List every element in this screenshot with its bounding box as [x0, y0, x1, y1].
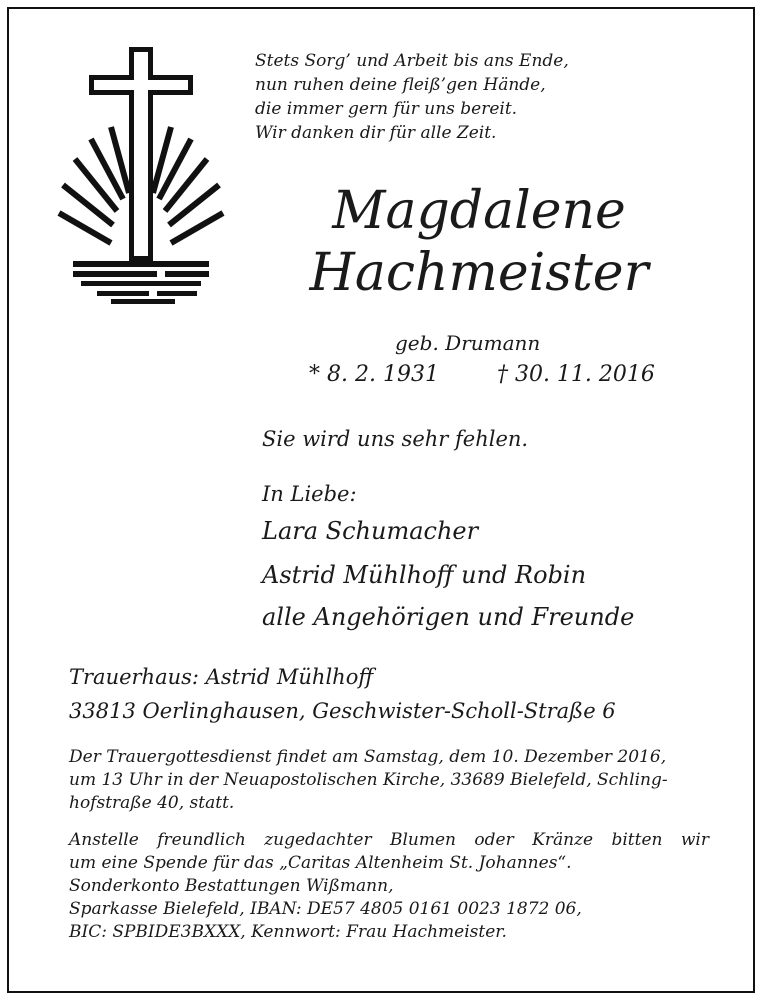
verse-line: nun ruhen deine fleiß’gen Hände,: [255, 75, 546, 95]
mourners-intro: In Liebe:: [262, 482, 357, 506]
service-notice: [69, 746, 709, 815]
verse-line: Wir danken dir für alle Zeit.: [255, 123, 497, 143]
donation-line: Anstelle freundlich zugedachter Blumen oder Kränze bitten wir: [69, 830, 709, 850]
donation-notice: [69, 829, 709, 944]
mourning-house: Trauerhaus: Astrid Mühlhoff: [69, 665, 374, 689]
water-lines: [73, 261, 209, 304]
donation-line: BIC: SPBIDE3BXXX, Kennwort: Frau Hachmeister.: [69, 922, 507, 942]
service-line: um 13 Uhr in der Neuapostolischen Kirche, 33689 Bielefeld, Schling-: [69, 770, 668, 790]
service-line: hofstraße 40, statt.: [69, 793, 235, 813]
deceased-first-name: Magdalene: [332, 181, 626, 241]
birth-name: geb. Drumann: [395, 331, 541, 355]
death-date: † 30. 11. 2016: [496, 362, 655, 387]
donation-line: Sonderkonto Bestattungen Wißmann,: [69, 876, 394, 896]
farewell-message: Sie wird uns sehr fehlen.: [262, 427, 529, 451]
birth-date: * 8. 2. 1931: [309, 362, 439, 387]
service-line: Der Trauergottesdienst findet am Samstag, dem 10. Dezember 2016,: [69, 747, 667, 767]
life-dates: [309, 362, 655, 387]
donation-line: um eine Spende für das „Caritas Altenheim St. Johannes“.: [69, 853, 572, 873]
obituary-frame: [7, 7, 755, 993]
verse-line: die immer gern für uns bereit.: [255, 99, 518, 119]
mourner-name: Astrid Mühlhoff und Robin: [262, 561, 587, 589]
cross-emblem-icon: [53, 47, 243, 307]
verse-line: Stets Sorg’ und Arbeit bis ans Ende,: [255, 51, 569, 71]
mourner-name: alle Angehörigen und Freunde: [262, 603, 635, 631]
mourner-name: Lara Schumacher: [262, 517, 479, 545]
verse-block: [255, 49, 569, 145]
mourning-house-address: 33813 Oerlinghausen, Geschwister-Scholl-Straße 6: [69, 699, 616, 723]
deceased-last-name: Hachmeister: [309, 243, 649, 303]
donation-line: Sparkasse Bielefeld, IBAN: DE57 4805 0161 0023 1872 06,: [69, 899, 582, 919]
cross-shape: [89, 47, 193, 261]
